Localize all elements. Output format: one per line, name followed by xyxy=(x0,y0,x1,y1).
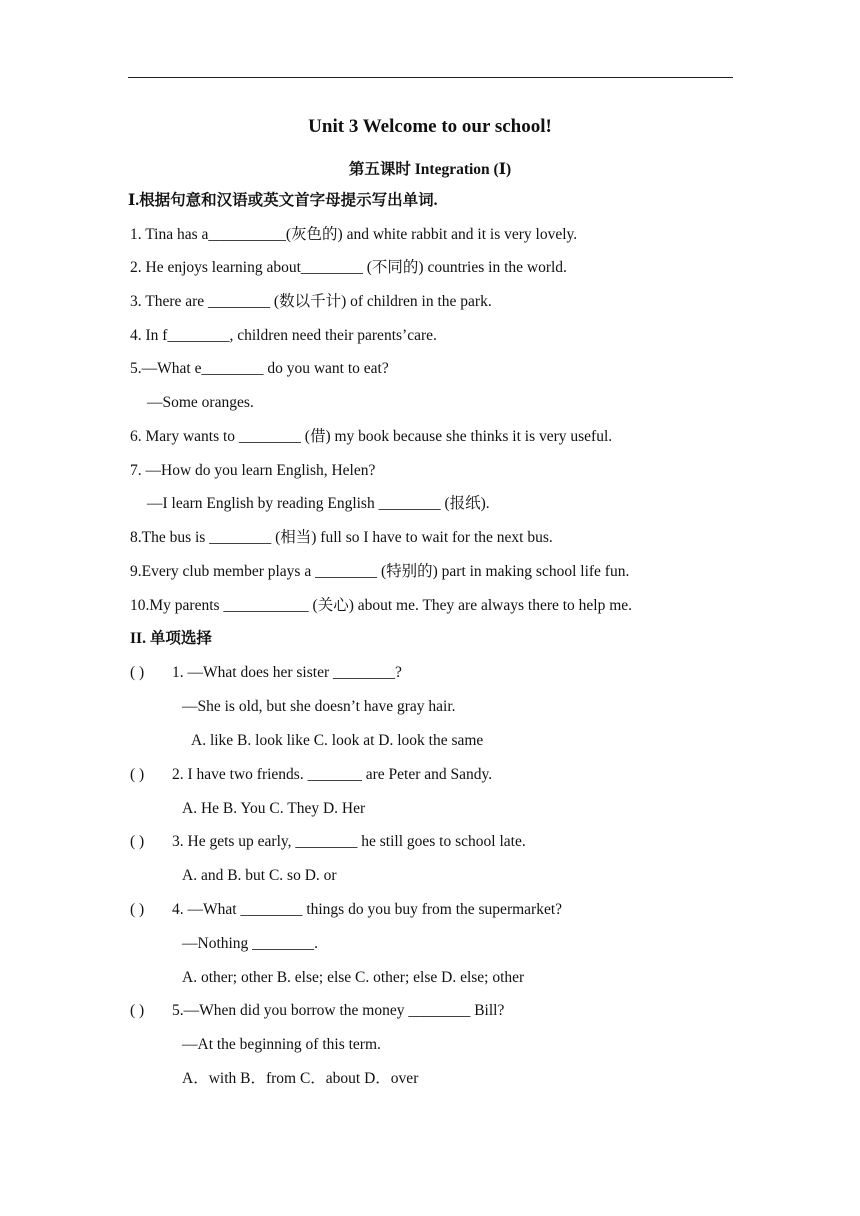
mc-options: A．with B．from C．about D．over xyxy=(182,1070,419,1087)
mc-options: A. and B. but C. so D. or xyxy=(182,867,337,884)
mc-question-line: —Nothing ________. xyxy=(182,935,319,952)
section2-heading: II. 单项选择 xyxy=(130,630,212,647)
mc-question-stem: 1. —What does her sister ________? xyxy=(172,664,402,681)
answer-blank: ( ) xyxy=(130,664,145,681)
page-title: Unit 3 Welcome to our school! xyxy=(308,116,552,137)
mc-question-stem: 4. —What ________ things do you buy from the supermarket? xyxy=(172,901,563,918)
answer-blank: ( ) xyxy=(130,833,145,850)
mc-options: A. He B. You C. They D. Her xyxy=(182,800,366,817)
mc-question-stem: 3. He gets up early, ________ he still goes to school late. xyxy=(172,833,526,850)
mc-options: A. like B. look like C. look at D. look the same xyxy=(191,732,484,749)
question-line: 6. Mary wants to ________ (借) my book because she thinks it is very useful. xyxy=(130,428,613,445)
mc-question-line: —She is old, but she doesn’t have gray hair. xyxy=(182,698,456,715)
question-line: 4. In f________, children need their parents’care. xyxy=(130,327,437,344)
question-line: 3. There are ________ (数以千计) of children in the park. xyxy=(130,293,492,310)
lesson-subtitle: 第五课时 Integration (Ⅰ) xyxy=(348,161,512,178)
question-line: 9.Every club member plays a ________ (特别的) part in making school life fun. xyxy=(130,563,630,580)
mc-question-line: —At the beginning of this term. xyxy=(182,1036,381,1053)
answer-line: —Some oranges. xyxy=(147,394,254,411)
mc-options: A. other; other B. else; else C. other; else D. else; other xyxy=(182,969,525,986)
answer-blank: ( ) xyxy=(130,901,145,918)
answer-line: —I learn English by reading English ________ (报纸). xyxy=(147,495,490,512)
question-line: 2. He enjoys learning about________ (不同的) countries in the world. xyxy=(130,259,567,276)
question-line: 7. —How do you learn English, Helen? xyxy=(130,462,376,479)
question-line: 8.The bus is ________ (相当) full so I have to wait for the next bus. xyxy=(130,529,553,546)
mc-question-stem: 5.—When did you borrow the money ________ Bill? xyxy=(172,1002,505,1019)
question-line: 1. Tina has a__________(灰色的) and white rabbit and it is very lovely. xyxy=(130,226,578,243)
answer-blank: ( ) xyxy=(130,1002,145,1019)
question-line: 5.—What e________ do you want to eat? xyxy=(130,360,389,377)
answer-blank: ( ) xyxy=(130,766,145,783)
section1-heading: Ⅰ.根据句意和汉语或英文首字母提示写出单词. xyxy=(128,192,438,209)
mc-question-stem: 2. I have two friends. _______ are Peter and Sandy. xyxy=(172,766,493,783)
question-line: 10.My parents ___________ (关心) about me. They are always there to help me. xyxy=(130,597,633,614)
header-rule xyxy=(128,77,733,78)
